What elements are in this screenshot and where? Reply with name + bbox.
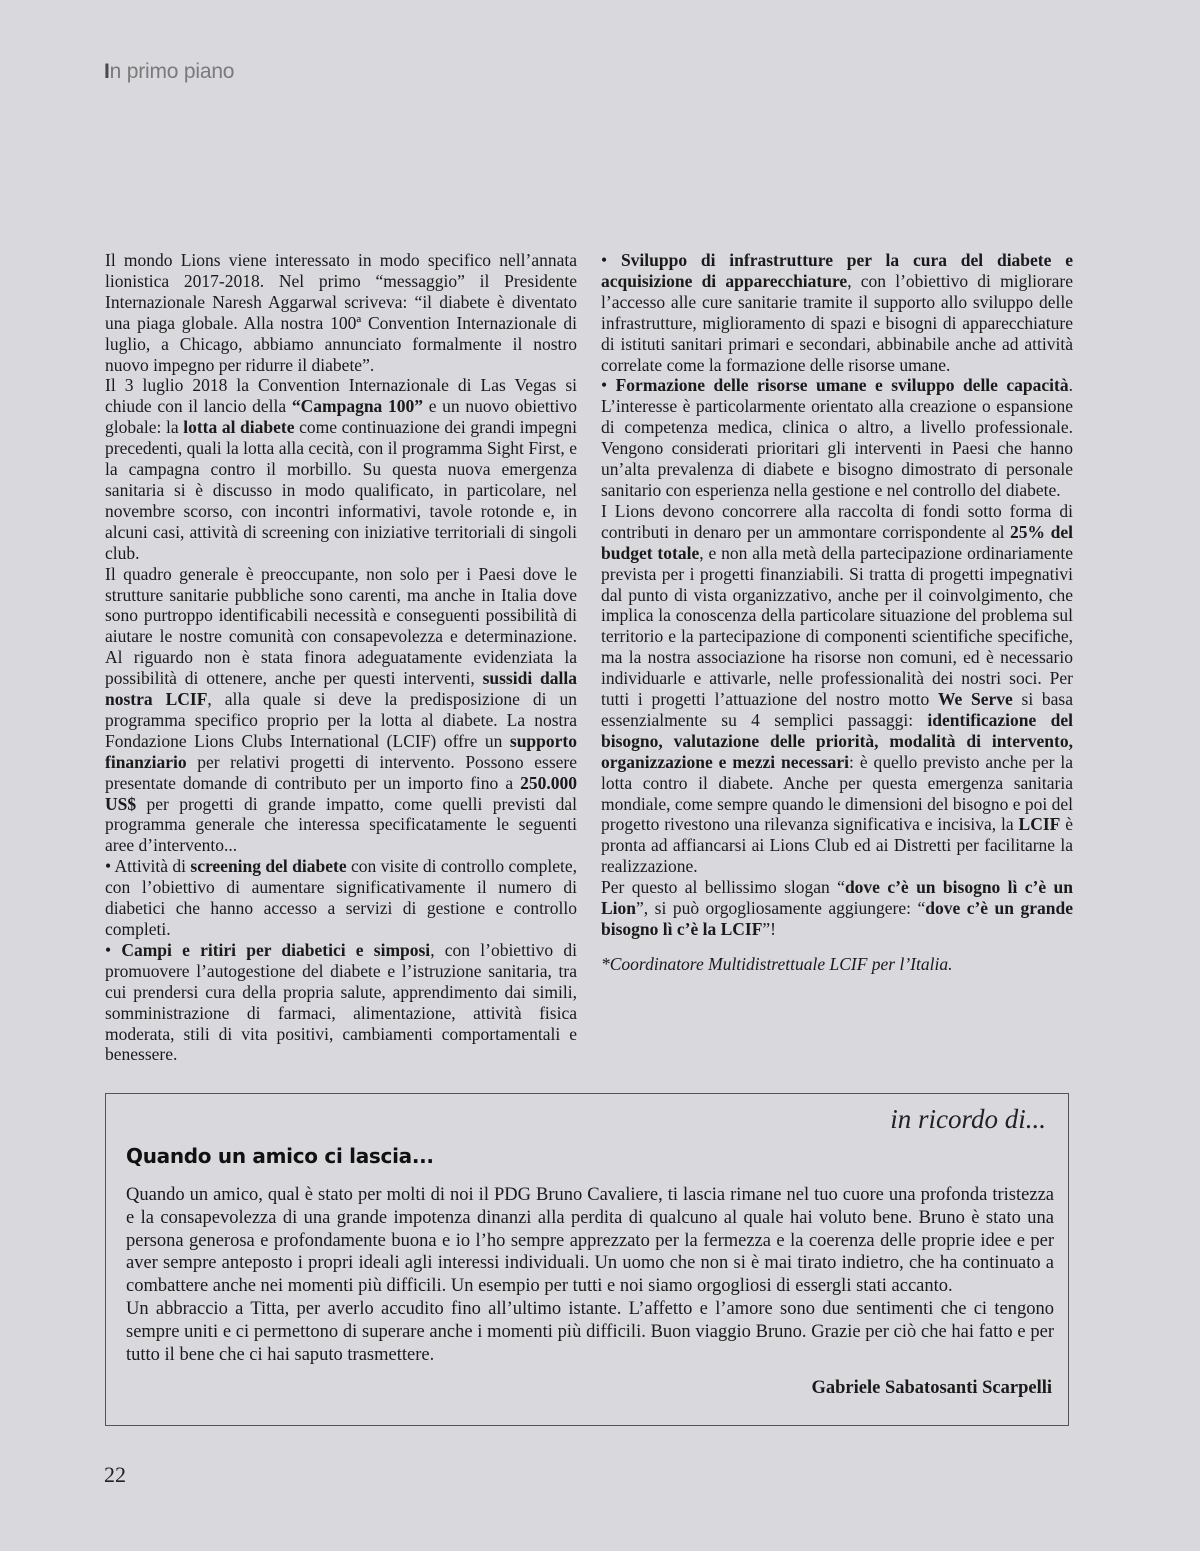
article-left-column [105, 250, 577, 1065]
section-header-text: n primo piano [109, 60, 235, 83]
bullet-infrastructure: • Sviluppo di infrastrutture per la cura del diabete e acquisizione di apparecchiature, con l’obiettivo di migliorare l’accesso alle cure sanitarie tramite il supporto allo sviluppo delle infrastrutture, miglioramento di spazi e bisogni di apparecchiature di istituti sanitari primari e secondari, abbinabile anche ad attività correlate come la formazione delle risorse umane. [601, 250, 1073, 375]
section-header [104, 60, 234, 84]
paragraph-slogan: Per questo al bellissimo slogan “dove c’è un bisogno lì c’è un Lion”, si può orgogliosamente aggiungere: “dove c’è un grande bisogno lì c’è la LCIF”! [601, 877, 1073, 939]
memorial-body [126, 1184, 1054, 1366]
page-number: 22 [104, 1462, 126, 1487]
memorial-paragraph: Un abbraccio a Titta, per averlo accudito fino all’ultimo istante. L’affetto e l’amore sono due sentimenti che ci tengono sempre uniti e ci permettono di superare anche i momenti più difficili. Buon viaggio Bruno. Grazie per ciò che hai fatto e per tutto il bene che ci hai saputo trasmettere. [126, 1298, 1054, 1365]
bullet-camps: • Campi e ritiri per diabetici e simposi, con l’obiettivo di promuovere l’autogestione del diabete e l’istruzione sanitaria, tra cui prendersi cura della propria salute, apprendimento dai simili, somministrazione di farmaci, alimentazione, attività fisica moderata, stili di vita positivi, cambiamenti comportamentali e benessere. [105, 939, 577, 1065]
paragraph-convention: Il 3 luglio 2018 la Convention Internazionale di Las Vegas si chiude con il lancio della “Campagna 100” e un nuovo obiettivo globale: la lotta al diabete come continuazione dei grandi impegni precedenti, quali la lotta alla cecità, con il programma Sight First, e la campagna contro il morbillo. Su questa nuova emergenza sanitaria si è discusso in modo qualificato, in particolare, nel novembre scorso, con incontri informativi, tavole rotonde e, in alcuni casi, attività di screening con iniziative territoriali di singoli club. [105, 375, 578, 563]
memorial-author: Gabriele Sabatosanti Scarpelli [811, 1378, 1052, 1398]
bullet-screening: • Attività di screening del diabete con visite di controllo complete, con l’obiettivo di aumentare significativamente il numero di diabetici che hanno accesso a servizi di gestione e controllo completi. [105, 856, 577, 939]
article-right-column [601, 250, 1073, 975]
memorial-title: Quando un amico ci lascia... [126, 1144, 434, 1168]
paragraph-intro: Il mondo Lions viene interessato in modo specifico nell’annata lionistica 2017-2018. Nel primo “messaggio” il Presidente Internazionale Naresh Aggarwal scriveva: “il diabete è diventato una piaga globale. Alla nostra 100ª Convention Internazionale di luglio, a Chicago, abbiamo annunciato formalmente il nostro nuovo impegno per ridurre il diabete”. [105, 250, 577, 375]
bullet-training: • Formazione delle risorse umane e sviluppo delle capacità. L’interesse è particolarmente orientato alla creazione o espansione di competenza medica, clinica o altro, a livello professionale. Vengono considerati prioritari gli interventi in Paesi che hanno un’alta prevalenza di diabete e bisogno dimostrato di personale sanitario con esperienza nella gestione e nel controllo del diabete. [601, 375, 1073, 500]
paragraph-overview: Il quadro generale è preoccupante, non solo per i Paesi dove le strutture sanitarie pubbliche sono carenti, ma anche in Italia dove sono purtroppo identificabili necessità e conseguenti possibilità di aiutare le nostre comunità con consapevolezza e determinazione. Al riguardo non è stata finora adeguatamente evidenziata la possibilità di ottenere, anche per questi interventi, sussidi dalla nostra LCIF, alla quale si deve la predisposizione di un programma specifico proprio per la lotta al diabete. La nostra Fondazione Lions Clubs International (LCIF) offre un supporto finanziario per relativi progetti di intervento. Possono essere presentate domande di contributo per un importo fino a 250.000 US$ per progetti di grande impatto, come quelli previsti dal programma generale che interessa specificatamente le seguenti aree d’intervento... [105, 563, 577, 856]
memorial-box [105, 1093, 1069, 1426]
paragraph-funding: I Lions devono concorrere alla raccolta di fondi sotto forma di contributi in denaro per un ammontare corrispondente al 25% del budget totale, e non alla metà della partecipazione ordinariamente prevista per i progetti finanziabili. Si tratta di progetti impegnativi dal punto di vista organizzativo, anche per il coinvolgimento, che implica la conoscenza della particolare situazione del problema sul territorio e la partecipazione di componenti scientifiche specifiche, ma la nostra associazione ha risorse non comuni, ed è necessario individuarle e attivarle, nelle professionalità dei nostri soci. Per tutti i progetti l’attuazione del nostro motto We Serve si basa essenzialmente su 4 semplici passaggi: identificazione del bisogno, valutazione delle priorità, modalità di intervento, organizzazione e mezzi necessari: è quello previsto anche per la lotta contro il diabete. Anche per questa emergenza sanitaria mondiale, come sempre quando le dimensioni del bisogno e poi del progetto rivestono una rilevanza significativa e incisiva, la LCIF è pronta ad affiancarsi ai Lions Club ed ai Distretti per facilitarne la realizzazione. [601, 500, 1074, 877]
section-header-initial: I [104, 60, 110, 83]
author-note: *Coordinatore Multidistrettuale LCIF per l’Italia. [601, 953, 953, 974]
memorial-paragraph: Quando un amico, qual è stato per molti di noi il PDG Bruno Cavaliere, ti lascia rimane nel tuo cuore una profonda tristezza e la consapevolezza di una grande impotenza dinanzi alla perdita di qualcuno al quale hai voluto bene. Bruno è stato una persona generosa e profondamente buona e io l’ho sempre apprezzato per la fermezza e la coerenza delle proprie idee e per aver sempre anteposto i propri ideali agli interessi individuali. Un uomo che non si è mai tirato indietro, che ha continuato a combattere anche nei momenti più difficili. Un esempio per tutti e noi siamo orgogliosi di essergli stati accanto. [126, 1185, 1054, 1297]
memorial-tag: in ricordo di... [890, 1104, 1046, 1134]
